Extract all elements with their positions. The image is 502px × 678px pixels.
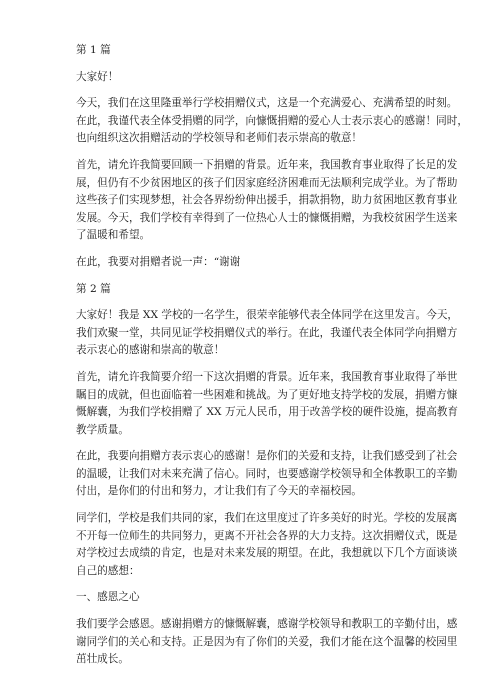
text-line: 一、感恩之心	[76, 591, 140, 604]
text-line: 这些孩子们实现梦想，社会各界纷纷伸出援手，捐款捐物，助力贫困地区教育事业	[76, 194, 458, 207]
document-body	[76, 42, 468, 678]
text-line: 同学们，学校是我们共同的家，我们在这里度过了许多美好的时光。学校的发展离	[76, 512, 458, 525]
text-line: 谢同学们的关心和支持。正是因为有了你们的关爱，我们才能在这个温馨的校园里	[76, 635, 458, 648]
text-line: 瞩目的成就，但也面临着一些困难和挑战。为了更好地支持学校的发展，捐赠方慷	[76, 388, 458, 401]
paragraph	[76, 95, 468, 148]
text-line: 在此，我要向捐赠方表示衷心的感谢！是你们的关爱和支持，让我们感受到了社会	[76, 450, 458, 463]
text-line: 大家好！我是 XX 学校的一名学生，很荣幸能够代表全体同学在这里发言。今天，	[76, 309, 459, 322]
paragraph	[76, 307, 459, 360]
text-line: 发展。今天，我们学校有幸得到了一位热心人士的慷慨捐赠，为我校贫困学生送来	[76, 211, 458, 224]
text-line: 首先，请允许我简要回顾一下捐赠的背景。近年来，我国教育事业取得了长足的发	[76, 158, 458, 171]
text-line: 首先，请允许我简要介绍一下这次捐赠的背景。近年来，我国教育事业取得了举世	[76, 370, 458, 383]
text-line: 自己的感想：	[76, 564, 140, 577]
text-line: 我们欢聚一堂，共同见证学校捐赠仪式的举行。在此，我谨代表全体同学向捐赠方	[76, 326, 458, 339]
text-line: 在此，我谨代表全体受捐赠的同学，向慷慨捐赠的爱心人士表示衷心的感谢！同时，	[76, 114, 468, 127]
text-line: 也向组织这次捐赠活动的学校领导和老师们表示崇高的敬意！	[76, 132, 363, 145]
section-heading-2	[76, 281, 433, 299]
text-line: 表示衷心的感谢和崇高的敬意！	[76, 344, 225, 357]
text-line: 不开每一位师生的共同努力，更离不开社会各界的大力支持。这次捐赠仪式，既是	[76, 529, 458, 542]
paragraph	[76, 510, 458, 580]
paragraph	[76, 616, 458, 669]
text-line: 了温暖和希望。	[76, 229, 151, 242]
text-line: 付出，是你们的付出和努力，才让我们有了今天的幸福校园。	[76, 485, 363, 498]
greeting-paragraph	[76, 69, 433, 87]
paragraph	[76, 157, 458, 245]
paragraph	[76, 254, 433, 272]
text-line: 的温暖，让我们对未来充满了信心。同时，也要感谢学校领导和全体教职工的辛勤	[76, 467, 458, 480]
paragraph	[76, 369, 459, 439]
text-line: 教学质量。	[76, 423, 129, 436]
text-line: 大家好！	[76, 70, 119, 83]
text-line: 对学校过去成绩的肯定，也是对未来发展的期望。在此，我想就以下几个方面谈谈	[76, 547, 458, 560]
text-line: 茁壮成长。	[76, 653, 129, 666]
text-line: 第 1 篇	[76, 44, 111, 56]
text-line: 今天，我们在这里隆重举行学校捐赠仪式，这是一个充满爱心、充满希望的时刻。	[76, 97, 458, 110]
text-line: 在此，我要对捐赠者说一声：“谢谢	[76, 255, 241, 268]
subsection-heading	[76, 589, 433, 607]
text-line: 展，但仍有不少贫困地区的孩子们因家庭经济困难而无法顺利完成学业。为了帮助	[76, 176, 458, 189]
text-line: 第 2 篇	[76, 282, 111, 295]
paragraph	[76, 448, 458, 501]
section-heading-1	[76, 42, 433, 60]
text-line: 慨解囊，为我们学校捐赠了 XX 万元人民币，用于改善学校的硬件设施，提高教育	[76, 406, 459, 419]
text-line: 我们要学会感恩。感谢捐赠方的慷慨解囊，感谢学校领导和教职工的辛勤付出，感	[76, 618, 458, 631]
